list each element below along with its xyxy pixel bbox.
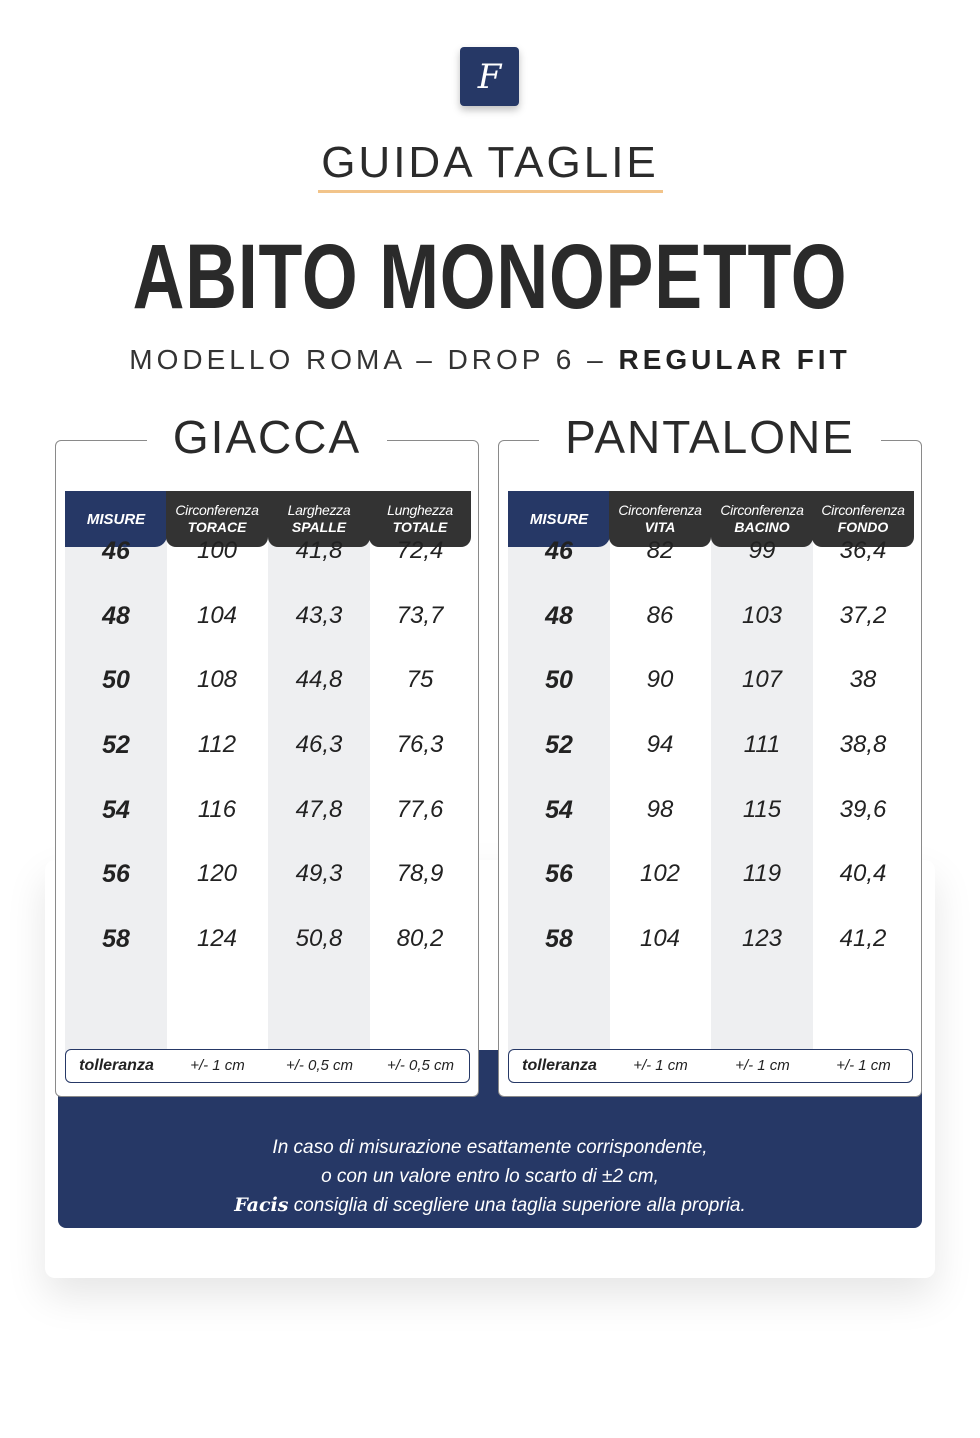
tolerance-label: tolleranza	[79, 1057, 154, 1074]
size-value: 48	[545, 602, 573, 630]
giacca-column-4	[369, 491, 471, 1066]
header-measure-type: Lunghezza	[387, 502, 453, 518]
size-value: 58	[102, 925, 130, 953]
measure-value: 102	[639, 860, 681, 887]
measure-value: 82	[646, 537, 674, 564]
header-measure-name: VITA	[644, 519, 676, 535]
size-value: 48	[102, 602, 130, 630]
size-value: 52	[102, 731, 130, 759]
pantalone-title-text: PANTALONE	[539, 411, 881, 463]
measure-value: 73,7	[396, 602, 444, 629]
note-line-3	[58, 1191, 922, 1220]
measure-value: 38,8	[839, 731, 887, 758]
measure-value: 98	[646, 796, 674, 823]
measure-value: 103	[741, 602, 783, 629]
measure-value: 46,3	[295, 731, 343, 758]
page-title: ABITO MONOPETTO	[132, 226, 848, 328]
page-subtitle	[0, 342, 980, 378]
measure-value: 123	[741, 925, 783, 952]
tolerance-value: +/- 1 cm	[190, 1057, 245, 1074]
size-value: 50	[102, 666, 130, 694]
header-measure-type: Circonferenza	[720, 502, 804, 518]
giacca-column-2	[166, 491, 268, 1066]
pantalone-table	[498, 411, 922, 1097]
tolerance-label: tolleranza	[522, 1057, 597, 1074]
header-measure-type: Circonferenza	[618, 502, 702, 518]
measure-value: 112	[197, 731, 237, 758]
measure-value: 120	[196, 860, 238, 887]
measure-value: 119	[742, 860, 782, 887]
measure-value: 40,4	[839, 860, 887, 887]
measure-value: 36,4	[839, 537, 887, 564]
measure-value: 104	[639, 925, 681, 952]
header-measure-name: FONDO	[837, 519, 889, 535]
facis-logo	[460, 47, 519, 106]
header-measure-name: TOTALE	[392, 519, 448, 535]
size-value: 56	[102, 860, 130, 888]
measure-value: 72,4	[396, 537, 444, 564]
giacca-tolerance-row	[65, 1049, 470, 1083]
subtitle-model: MODELLO ROMA – DROP 6 –	[129, 344, 619, 375]
size-value: 58	[545, 925, 573, 953]
header-sizes-label: MISURE	[86, 510, 146, 528]
measure-value: 41,8	[295, 537, 343, 564]
giacca-title-text: GIACCA	[147, 411, 387, 463]
tolerance-value: +/- 1 cm	[633, 1057, 688, 1074]
tolerance-value: +/- 0,5 cm	[285, 1057, 354, 1074]
measure-value: 78,9	[396, 860, 444, 887]
pantalone-column-4	[812, 491, 914, 1066]
measure-value: 77,6	[396, 796, 444, 823]
measure-value: 100	[196, 537, 238, 564]
measure-value: 76,3	[396, 731, 444, 758]
pantalone-column-1	[508, 491, 610, 1066]
size-value: 46	[545, 537, 573, 565]
header-measure-type: Larghezza	[287, 502, 351, 518]
measure-value: 49,3	[295, 860, 343, 887]
measure-value: 115	[742, 796, 782, 823]
pantalone-title	[499, 407, 921, 467]
advice-note	[58, 1133, 922, 1220]
size-value: 54	[545, 796, 573, 824]
measure-value: 44,8	[295, 666, 343, 693]
header-measure-name: TORACE	[187, 519, 247, 535]
size-value: 46	[102, 537, 130, 565]
giacca-title	[56, 407, 478, 467]
tolerance-value: +/- 1 cm	[735, 1057, 790, 1074]
measure-value: 90	[646, 666, 674, 693]
note-line-1: In caso di misurazione esattamente corrispondente,	[272, 1137, 708, 1158]
note-line-3-text: consiglia di scegliere una taglia superiore alla propria.	[288, 1195, 746, 1216]
giacca-table	[55, 411, 479, 1097]
measure-value: 43,3	[295, 602, 343, 629]
measure-value: 50,8	[295, 925, 343, 952]
tolerance-value: +/- 0,5 cm	[386, 1057, 455, 1074]
measure-value: 108	[196, 666, 238, 693]
subtitle-fit: REGULAR FIT	[618, 344, 851, 375]
measure-value: 38	[849, 666, 877, 693]
size-value: 52	[545, 731, 573, 759]
measure-value: 124	[196, 925, 238, 952]
measure-value: 111	[743, 731, 781, 758]
measure-value: 80,2	[396, 925, 444, 952]
header-measure-name: SPALLE	[291, 519, 347, 535]
header-measure-type: Circonferenza	[175, 502, 259, 518]
measure-value: 86	[646, 602, 674, 629]
note-line-2: o con un valore entro lo scarto di ±2 cm,	[321, 1166, 659, 1187]
size-value: 54	[102, 796, 130, 824]
measure-value: 104	[196, 602, 238, 629]
measure-value: 37,2	[839, 602, 887, 629]
logo-letter: F	[477, 56, 502, 97]
measure-value: 94	[646, 731, 674, 758]
size-value: 50	[545, 666, 573, 694]
measure-value: 107	[741, 666, 783, 693]
brand-name: Facis	[234, 1194, 289, 1216]
measure-value: 75	[406, 666, 434, 693]
measure-value: 47,8	[295, 796, 343, 823]
size-value: 56	[545, 860, 573, 888]
header-sizes-label: MISURE	[529, 510, 589, 528]
tolerance-value: +/- 1 cm	[836, 1057, 891, 1074]
measure-value: 99	[748, 537, 776, 564]
pantalone-tolerance-row	[508, 1049, 913, 1083]
giacca-column-1	[65, 491, 167, 1066]
measure-value: 116	[197, 796, 237, 823]
pantalone-column-3	[711, 491, 813, 1066]
measure-value: 41,2	[839, 925, 887, 952]
giacca-column-3	[268, 491, 370, 1066]
header-measure-name: BACINO	[734, 519, 790, 535]
header-measure-type: Circonferenza	[821, 502, 905, 518]
guide-underline	[318, 190, 663, 193]
measure-value: 39,6	[839, 796, 887, 823]
pantalone-column-2	[609, 491, 711, 1066]
guide-heading: GUIDA TAGLIE	[321, 138, 659, 187]
